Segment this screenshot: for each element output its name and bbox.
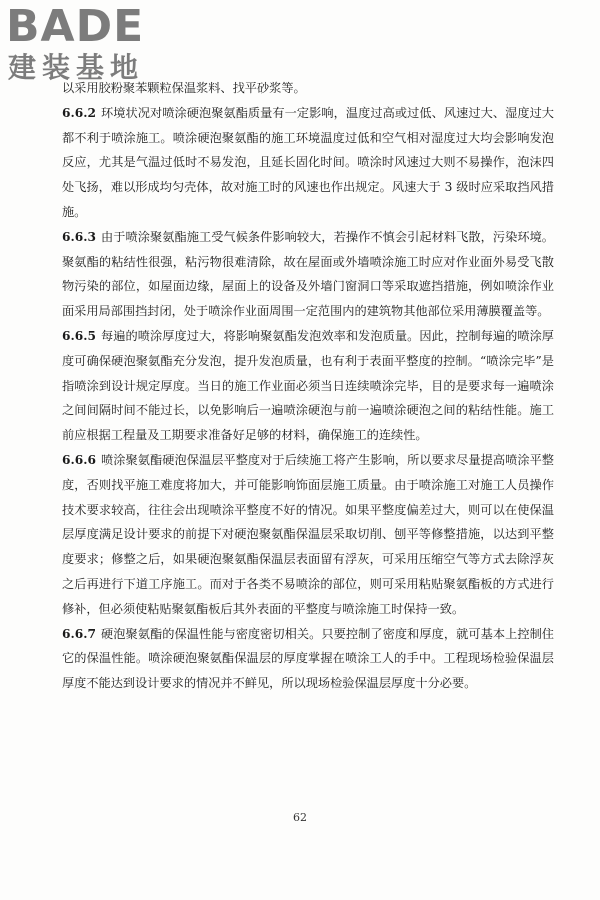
logo-cjk-text: 建装基地 — [8, 51, 145, 84]
section-text: 每遍的喷涂厚度过大，将影响聚氨酯发泡效率和发泡质量。因此，控制每遍的喷涂厚度可确保硬泡聚氨酯充分发泡，提升发泡质量，也有利于表面平整度的控制。“喷涂完毕”是指喷涂到设计规定厚度。当日的施工作业面必须当日连续喷涂完毕，目的是要求每一遍喷涂之间间隔时间不能过长，以免影响后一遍喷涂硬泡与前一遍喷涂硬泡之间的粘结性能。施工前应根据工程量及工期要求准备好足够的材料，确保施工的连续性。 — [62, 328, 554, 443]
section-text: 环境状况对喷涂硬泡聚氨酯质量有一定影响，温度过高或过低、风速过大、湿度过大都不利于喷涂施工。喷涂硬泡聚氨酯的施工环境温度过低和空气相对湿度过大均会影响发泡反应，尤其是气温过低时不易发泡，且延长固化时间。喷涂时风速过大则不易操作，泡沫四处飞扬，难以形成均匀壳体，故对施工时的风速也作出规定。风速大于 3 级时应采取挡风措施。 — [62, 105, 554, 219]
section-text: 喷涂聚氨酯硬泡保温层平整度对于后续施工将产生影响，所以要求尽量提高喷涂平整度，否则找平施工难度将加大，并可能影响饰面层施工质量。由于喷涂施工对施工人员操作技术要求较高，往往会出现喷涂平整度不好的情况。如果平整度偏差过大，则可以在使保温层厚度满足设计要求的前提下对硬泡聚氨酯保温层采取切削、刨平等修整措施，以达到平整度要求；修整之后，如果硬泡聚氨酯保温层表面留有浮灰，可采用压缩空气等方式去除浮灰之后再进行下道工序施工。而对于各类不易喷涂的部位，则可采用粘贴聚氨酯板的方式进行修补，但必须使粘贴聚氨酯板后其外表面的平整度与喷涂施工时保持一致。 — [62, 452, 554, 616]
section-number: 6.6.2 — [62, 105, 96, 120]
logo-latin-text: BADE — [6, 1, 145, 52]
section-6-6-2 — [62, 101, 554, 225]
section-6-6-7 — [62, 622, 554, 696]
lead-paragraph: 以采用胶粉聚苯颗粒保温浆料、找平砂浆等。 — [62, 81, 306, 95]
section-6-6-5 — [62, 324, 554, 448]
section-number: 6.6.5 — [62, 328, 96, 343]
section-6-6-3 — [62, 225, 554, 324]
document-body — [62, 76, 554, 696]
section-text: 由于喷涂聚氨酯施工受气候条件影响较大，若操作不慎会引起材料飞散，污染环境。聚氨酯的粘结性很强，粘污物很难清除，故在屋面或外墙喷涂施工时应对作业面外易受飞散物污染的部位，如屋面边缘，屋面上的设备及外墙门窗洞口等采取遮挡措施，例如喷涂作业面采用局部围挡封闭，处于喷涂作业面周围一定范围内的建筑物其他部位采用薄膜覆盖等。 — [62, 229, 554, 319]
section-number: 6.6.6 — [62, 452, 96, 467]
section-6-6-6 — [62, 448, 554, 622]
section-number: 6.6.7 — [62, 626, 96, 641]
section-number: 6.6.3 — [62, 229, 96, 244]
section-text: 硬泡聚氨酯的保温性能与密度密切相关。只要控制了密度和厚度，就可基本上控制住它的保温性能。喷涂硬泡聚氨酯保温层的厚度掌握在喷涂工人的手中。工程现场检验保温层厚度不能达到设计要求的情况并不鲜见，所以现场检验保温层厚度十分必要。 — [62, 626, 554, 691]
page-number: 62 — [293, 811, 307, 824]
